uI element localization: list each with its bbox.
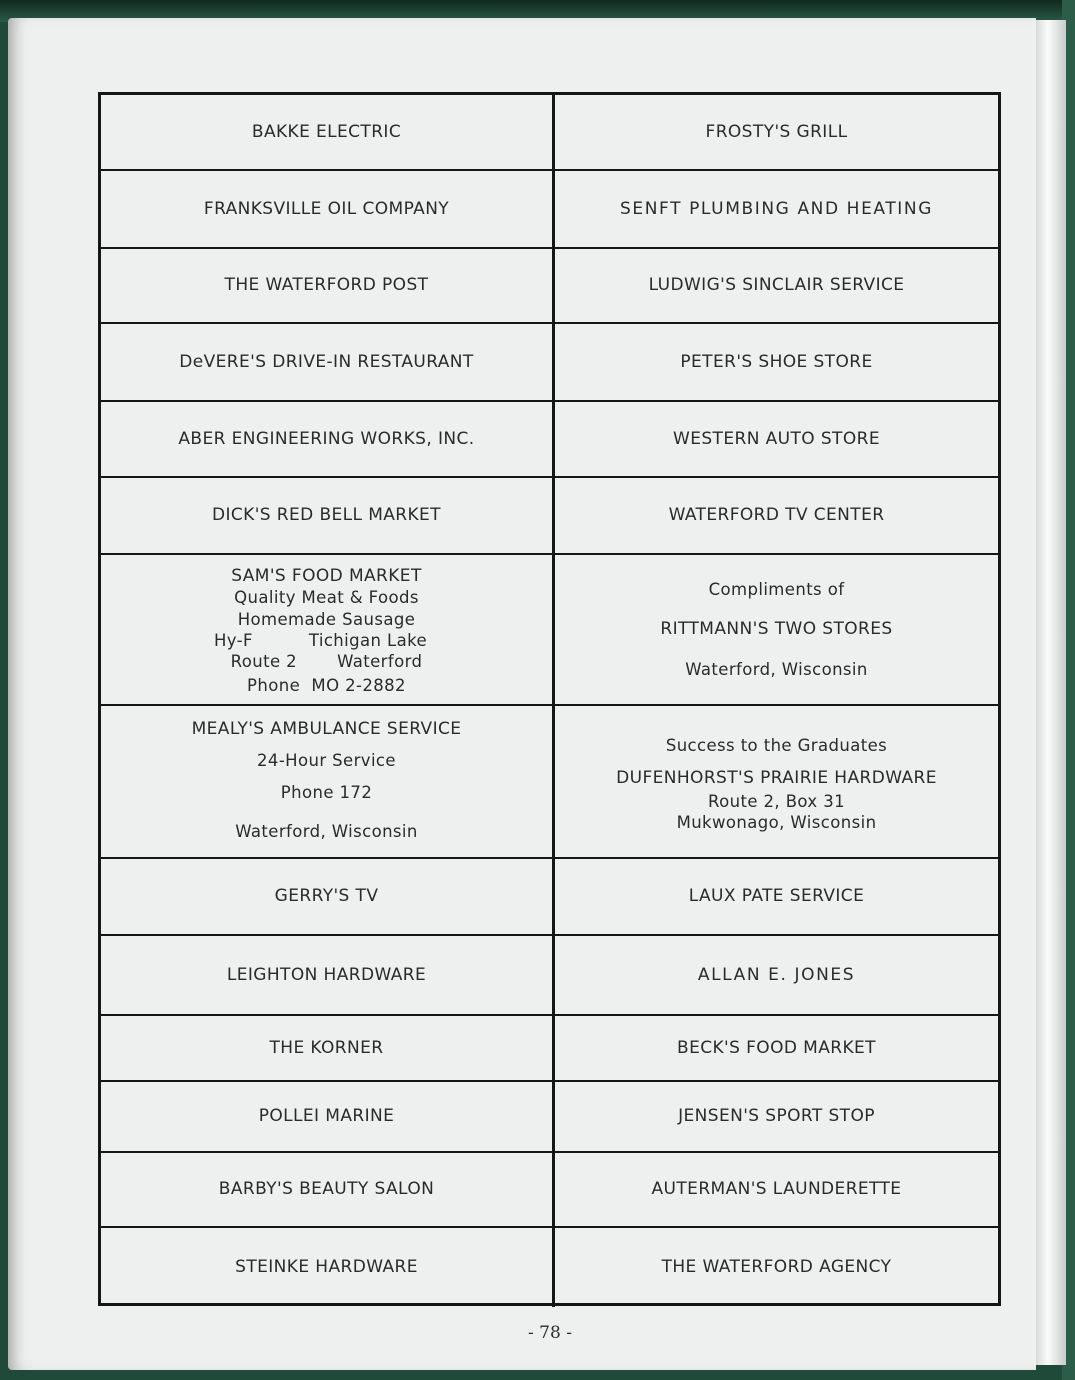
ad-name: DUFENHORST'S PRAIRIE HARDWARE — [616, 767, 937, 788]
ad-waterford-tv: WATERFORD TV CENTER — [555, 478, 998, 555]
ad-rittmanns-two-stores: Compliments of RITTMANN'S TWO STORES Waterford, Wisconsin — [555, 555, 998, 706]
ad-frostys-grill: FROSTY'S GRILL — [555, 95, 998, 171]
ad-jensens-sport-stop: JENSEN'S SPORT STOP — [555, 1082, 998, 1153]
ad-dufenhorsts-hardware: Success to the Graduates DUFENHORST'S PRAIRIE HARDWARE Route 2, Box 31 Mukwonago, Wisconsin — [555, 706, 998, 859]
page-number: - 78 - — [528, 1323, 572, 1343]
ad-dicks-red-bell: DICK'S RED BELL MARKET — [101, 478, 555, 555]
ad-gerrys-tv: GERRY'S TV — [101, 859, 555, 936]
ad-pollei-marine: POLLEI MARINE — [101, 1082, 555, 1153]
page-stack-edge — [1036, 20, 1066, 1365]
ad-franksville-oil: FRANKSVILLE OIL COMPANY — [101, 171, 555, 249]
ad-laux-pate: LAUX PATE SERVICE — [555, 859, 998, 936]
ad-senft-plumbing: SENFT PLUMBING AND HEATING — [555, 171, 998, 249]
ad-autermans-launderette: AUTERMAN'S LAUNDERETTE — [555, 1153, 998, 1228]
ad-bakke-electric: BAKKE ELECTRIC — [101, 95, 555, 171]
ad-name: RITTMANN'S TWO STORES — [660, 619, 893, 640]
sponsor-ad-grid — [98, 92, 1001, 1306]
ad-sams-food-market: SAM'S FOOD MARKET Quality Meat & Foods Homemade Sausage Hy-F Tichigan Lake Route 2 Waterford Phone MO 2-2882 — [101, 555, 555, 706]
ad-leighton-hardware: LEIGHTON HARDWARE — [101, 936, 555, 1016]
ad-name: MEALY'S AMBULANCE SERVICE — [191, 719, 462, 739]
ad-western-auto: WESTERN AUTO STORE — [555, 402, 998, 478]
ad-name: SAM'S FOOD MARKET — [231, 566, 422, 586]
ad-deveres-drive-in: DeVERE'S DRIVE-IN RESTAURANT — [101, 324, 555, 402]
ad-steinke-hardware: STEINKE HARDWARE — [101, 1228, 555, 1307]
ad-barbys-beauty-salon: BARBY'S BEAUTY SALON — [101, 1153, 555, 1228]
ad-becks-food-market: BECK'S FOOD MARKET — [555, 1016, 998, 1082]
ad-ludwigs-sinclair: LUDWIG'S SINCLAIR SERVICE — [555, 249, 998, 324]
ad-mealys-ambulance: MEALY'S AMBULANCE SERVICE 24-Hour Service Phone 172 Waterford, Wisconsin — [101, 706, 555, 859]
ad-the-korner: THE KORNER — [101, 1016, 555, 1082]
ad-waterford-agency: THE WATERFORD AGENCY — [661, 1257, 892, 1278]
ad-aber-engineering: ABER ENGINEERING WORKS, INC. — [101, 402, 555, 478]
ad-peters-shoe-store: PETER'S SHOE STORE — [555, 324, 998, 402]
ad-waterford-post: THE WATERFORD POST — [101, 249, 555, 324]
ad-allan-e-jones: ALLAN E. JONES — [555, 936, 998, 1016]
